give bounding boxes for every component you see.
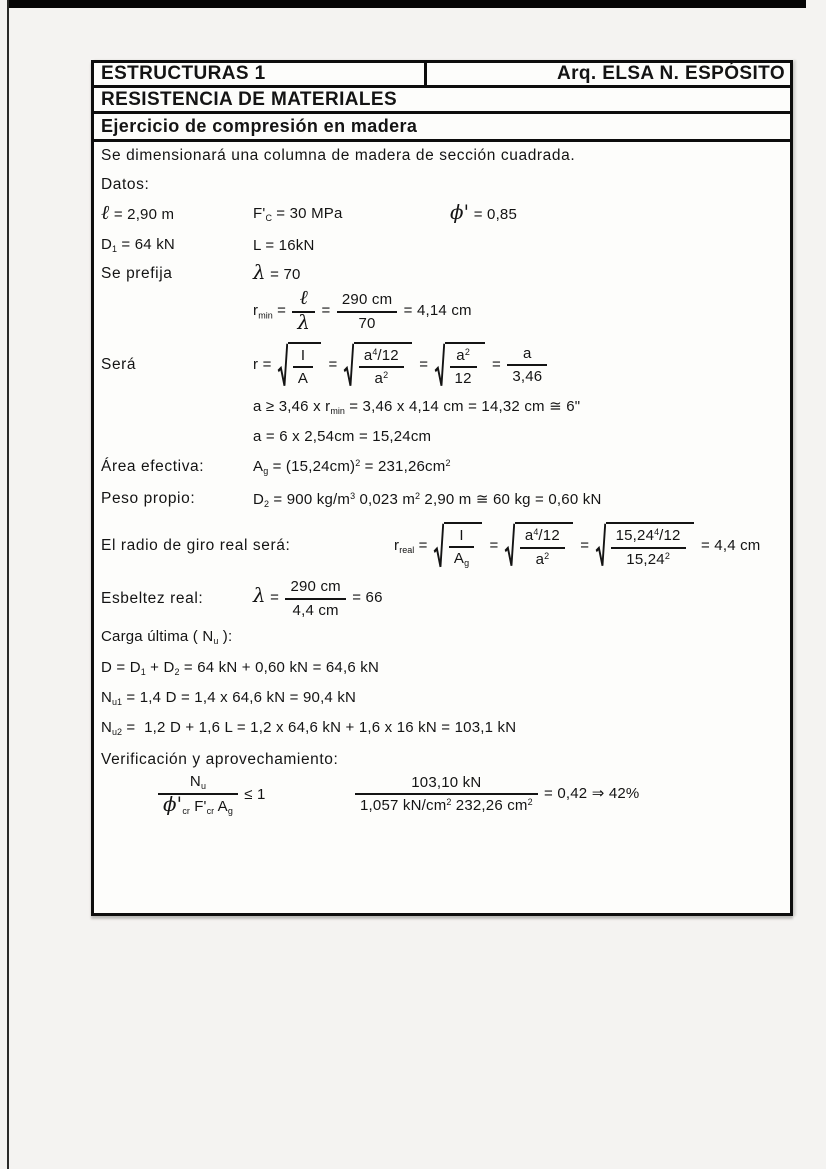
given-data-row-2 (101, 236, 782, 254)
scan-artifact-top-bar (7, 0, 806, 8)
total-dead-load-formula: $D = D_1 + D_2 = 64$ kN + 0,60 kN = 64,6 kN (101, 659, 379, 678)
given-length: ℓ = 2,90 m (101, 201, 175, 225)
verification-label: Verificación y aprovechamiento: (101, 750, 339, 768)
side-minimum-row (101, 397, 782, 416)
se-prefija-label: Se prefija (101, 265, 173, 283)
radical-sign-icon (277, 342, 288, 389)
effective-area-label: Área efectiva: (101, 458, 205, 476)
side-adopted-formula: a = 6 x 2,54cm = 15,24cm (253, 428, 432, 446)
verification-row (101, 773, 782, 817)
radical-sign-icon (343, 342, 354, 389)
nu1-row (101, 689, 782, 707)
effective-area-row (101, 458, 782, 476)
side-adopted-row (101, 428, 782, 445)
side-minimum-formula: a ≥ 3,46 x $r_{min} = 3,46$ x 4,14 cm = 14,32 cm ≅ 6" (253, 398, 581, 417)
real-radius-row (101, 522, 782, 570)
exercise-title: Ejercicio de compresión en madera (94, 114, 790, 142)
author-name: Arq. ELSA N. ESPÓSITO (424, 63, 790, 85)
given-dead-load: $D_1 = 64$ kN (101, 236, 175, 255)
problem-statement: Se dimensionará una columna de madera de sección cuadrada. (101, 147, 576, 164)
real-radius-formula: $r_{real}$ = $\frac{I}{A_g}$ = $\frac{a^4/12}{a^2}$ = $\frac{15,24^4/12}{15,24^2}$ = 4,4 cm (394, 522, 761, 570)
self-weight-label: Peso propio: (101, 490, 196, 508)
given-fc: $F'_C = 30$ MPa (253, 205, 343, 224)
document-body (94, 142, 790, 816)
datos-label: Datos: (101, 176, 150, 193)
radical-sign-icon (433, 522, 444, 570)
radical-sign-icon (434, 342, 445, 389)
total-dead-load-row (101, 659, 782, 677)
nu2-row (101, 719, 782, 737)
header-row (94, 63, 790, 88)
verification-condition-formula: $\frac{N_u}{\phi'_{cr} F'_{cr} A_g}$ ≤ 1 (156, 773, 353, 817)
rmin-formula-row (101, 286, 782, 334)
radical-sign-icon (504, 522, 515, 569)
course-title: ESTRUCTURAS 1 (101, 63, 266, 84)
scan-artifact-left-line (7, 0, 9, 1169)
effective-area-formula: $A_g = (15,24cm)^2 = 231,26cm^2$ (253, 458, 451, 477)
nu1-formula: $N_{u1} = 1,4$ D = 1,4 x 64,6 kN = 90,4 kN (101, 689, 357, 708)
subject-title: RESISTENCIA DE MATERIALES (94, 88, 790, 114)
real-slenderness-formula: λ = $\frac{290 cm}{4,4 cm}$ = 66 (253, 578, 383, 619)
sera-label: Será (101, 356, 137, 374)
self-weight-formula: $D_2 = 900$ $kg/m^3$ 0,023 $m^2$ 2,90 m ≅ 60 kg = 0,60 kN (253, 490, 602, 509)
given-phi: ϕ' = 0,85 (450, 201, 518, 225)
sera-row (101, 342, 782, 389)
document-sheet (91, 60, 793, 916)
radius-of-gyration-formula: r = $\frac{I}{A}$ = $\frac{a^4/12}{a^2}$ = $\frac{a^2}{12}$ = $\frac{a}{3,46}$ (253, 342, 549, 389)
prefija-row (101, 261, 782, 285)
rmin-formula: $r_{min}$ = $\frac{\text{ℓ}}{\lambda}$ = $\frac{290 cm}{70}$ = 4,14 cm (253, 286, 472, 334)
given-live-load: L = 16kN (253, 236, 315, 254)
verification-result-formula: $\frac{103,10 kN}{1,057 kN/cm^2 232,26 cm^2}$ = 0,42 ⇒ 42% (353, 774, 639, 815)
nu2-formula: $N_{u2} = 1,2$ D + 1,6 L = 1,2 x 64,6 kN + 1,6 x 16 kN = 103,1 kN (101, 719, 517, 738)
ultimate-load-label: Carga última ( $N_u$ ): (101, 627, 233, 647)
ultimate-load-heading (101, 628, 782, 646)
lambda-prefijado-value: λ = 70 (253, 261, 301, 285)
real-radius-label: El radio de giro real será: (101, 536, 291, 554)
given-data-row-1 (101, 201, 782, 225)
real-slenderness-label: Esbeltez real: (101, 589, 204, 607)
self-weight-row (101, 490, 782, 509)
real-slenderness-row (101, 578, 782, 619)
radical-sign-icon (595, 522, 606, 569)
